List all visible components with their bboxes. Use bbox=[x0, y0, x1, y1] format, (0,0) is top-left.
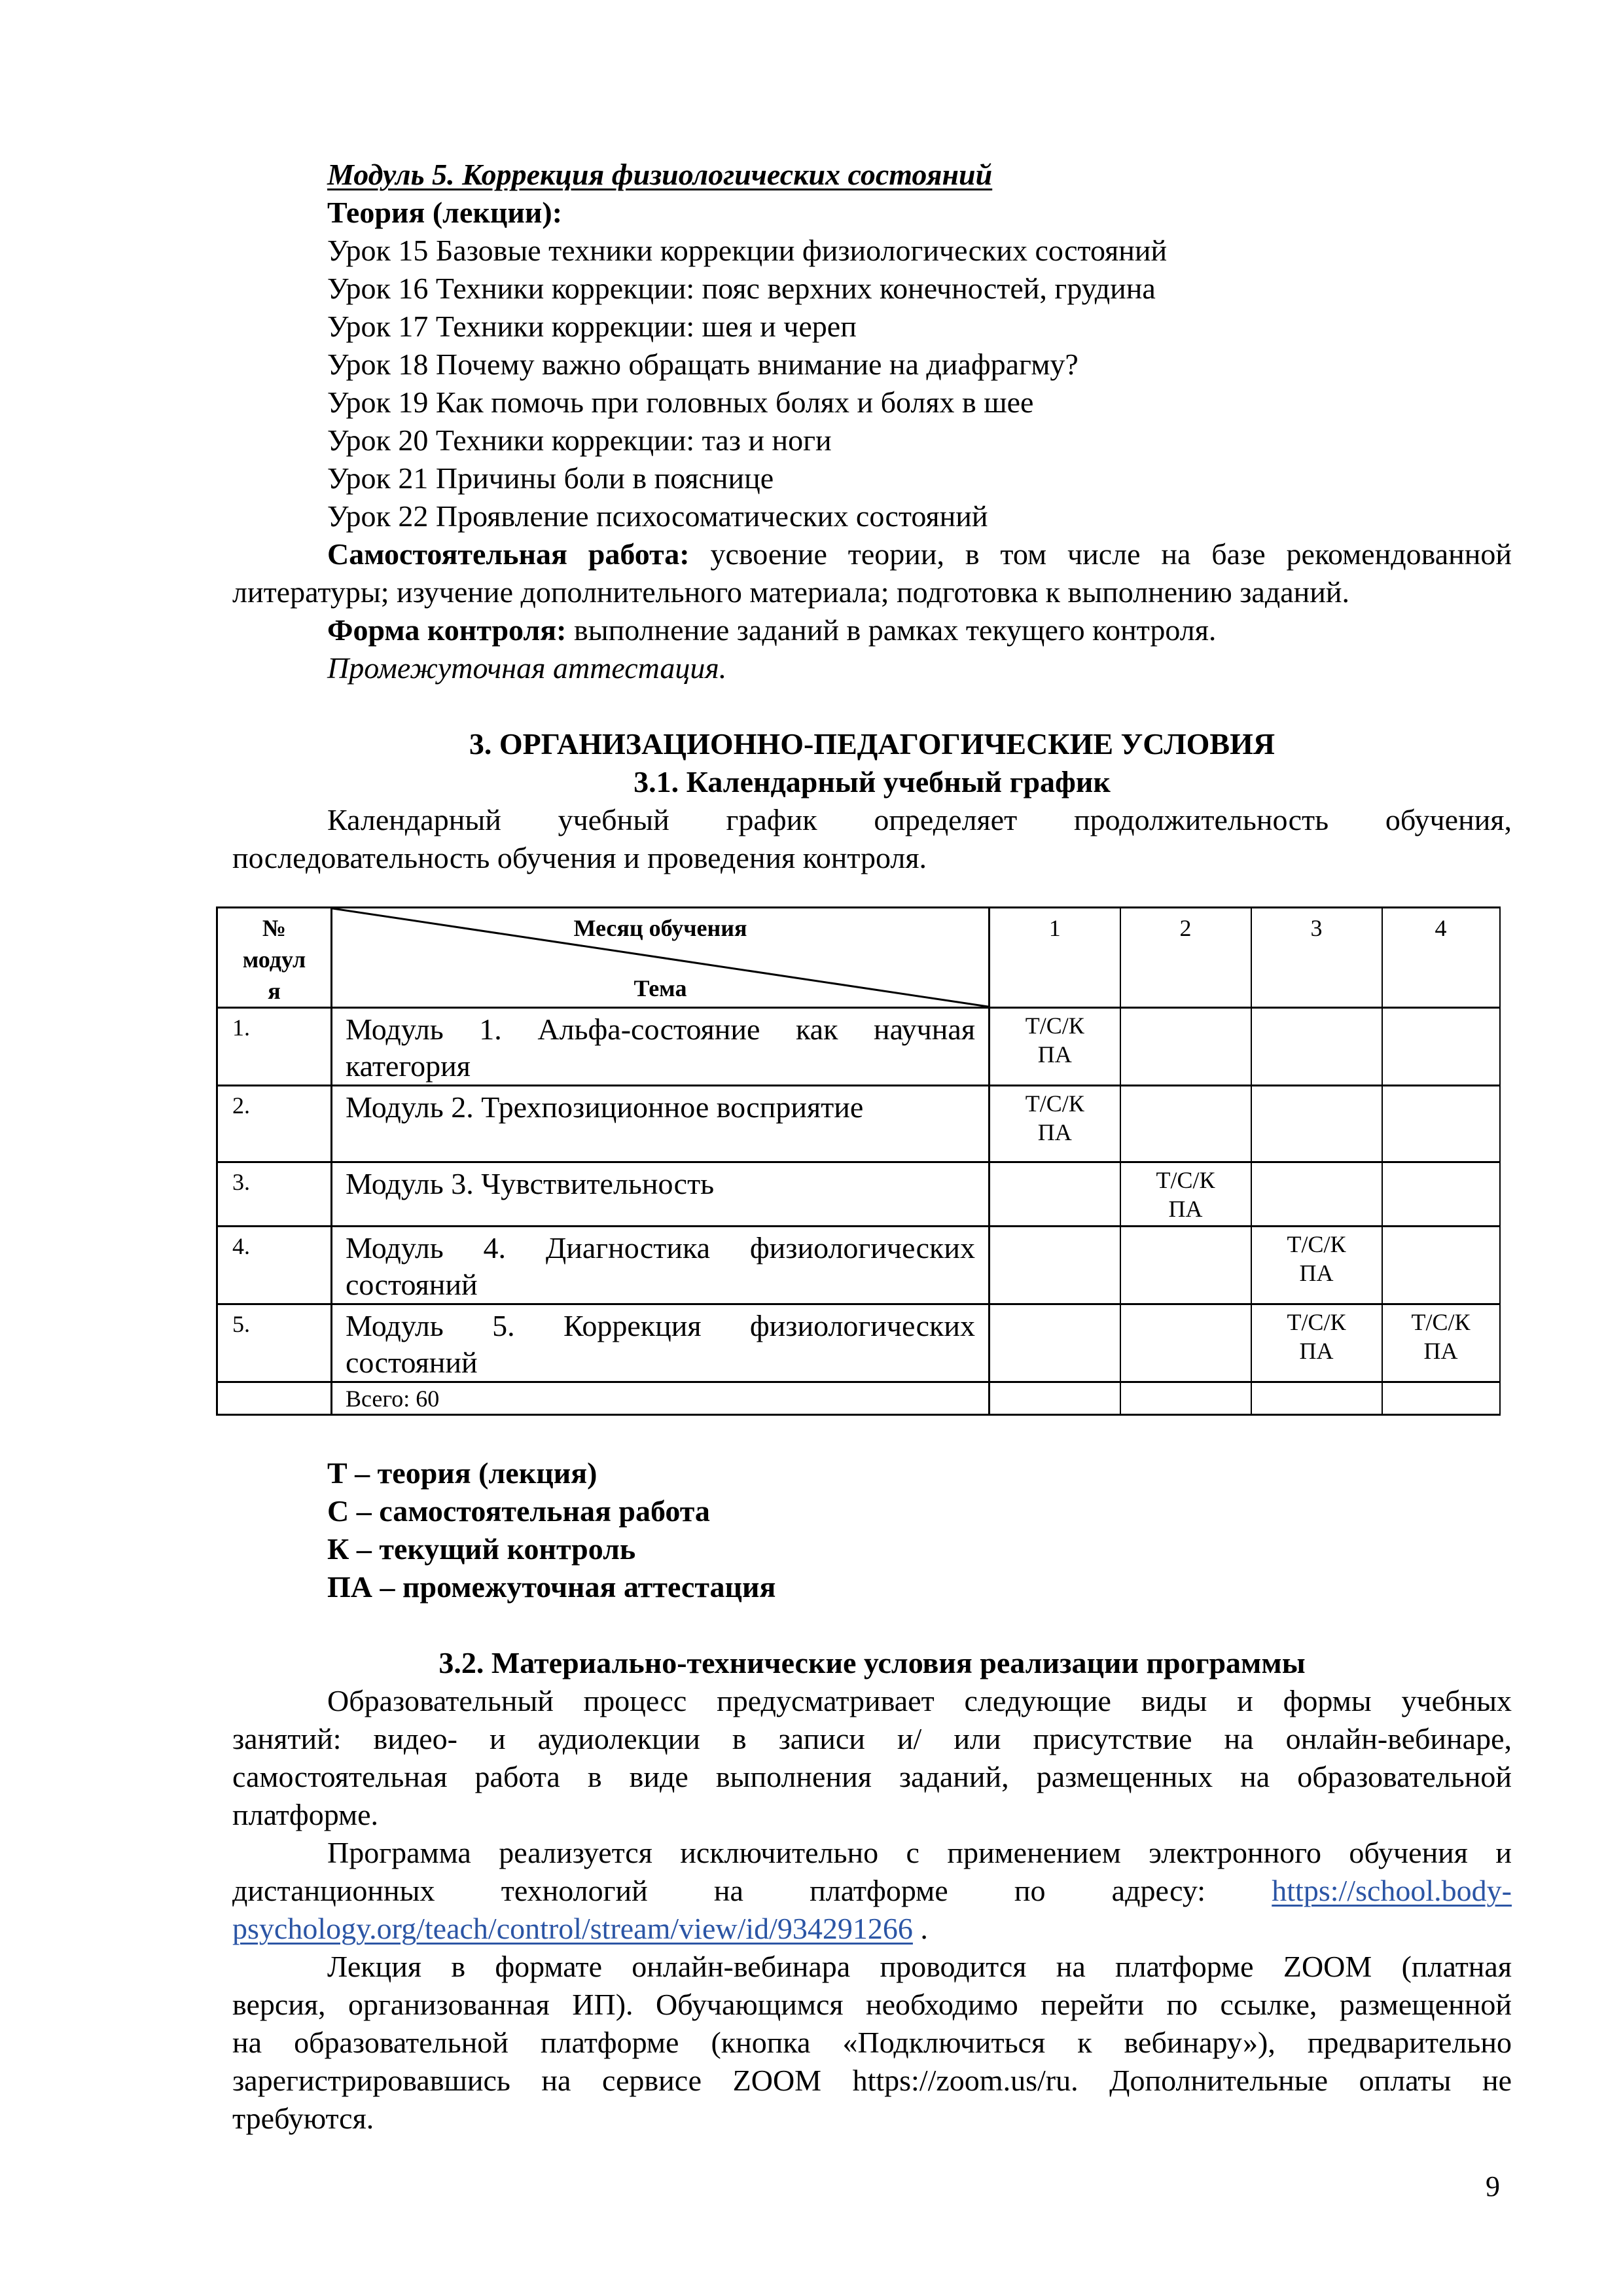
row-mark-month-2 bbox=[1120, 1162, 1251, 1227]
section32-p1-line1: Образовательный процесс предусматривает следующие виды и формы учебных bbox=[327, 1684, 1512, 1717]
section31-title: 3.1. Календарный учебный график bbox=[633, 765, 1111, 798]
header-month-3: 3 bbox=[1251, 908, 1382, 1008]
self-work-line1 bbox=[327, 535, 1512, 573]
control-label: Форма контроля: bbox=[327, 613, 567, 647]
self-work-text: усвоение теории, в том числе на базе рекомендованной bbox=[710, 537, 1512, 571]
section32-p3-line1: Лекция в формате онлайн-вебинара проводится на платформе ZOOM (платная bbox=[327, 1950, 1512, 1983]
row-mark-month-1 bbox=[990, 1086, 1120, 1162]
header-num-word-part2: я bbox=[268, 978, 281, 1004]
table-row bbox=[217, 1227, 1500, 1304]
legend-t: Т – теория (лекция) bbox=[327, 1456, 597, 1490]
row-mark-month-4 bbox=[1382, 1304, 1500, 1382]
mark-line1: Т/С/К bbox=[1411, 1309, 1471, 1335]
section3-intro-line1: Календарный учебный график определяет продолжительность обучения, bbox=[327, 803, 1512, 836]
page-number: 9 bbox=[1486, 2170, 1500, 2202]
section32-p2-line2 bbox=[232, 1872, 1512, 1910]
row-mark-month-1 bbox=[990, 1304, 1120, 1382]
mark-line2: ПА bbox=[1299, 1260, 1334, 1286]
total-month-1 bbox=[990, 1382, 1120, 1415]
mark-line2: ПА bbox=[1423, 1338, 1458, 1364]
mark-line2: ПА bbox=[1037, 1119, 1072, 1145]
control-text: выполнение заданий в рамках текущего контроля. bbox=[573, 613, 1217, 647]
legend-k: К – текущий контроль bbox=[327, 1532, 636, 1566]
row-mark-month-1 bbox=[990, 1162, 1120, 1227]
legend-pa: ПА – промежуточная аттестация bbox=[327, 1570, 776, 1604]
mark-line2: ПА bbox=[1168, 1196, 1203, 1222]
table-header-row bbox=[217, 908, 1500, 1008]
mark-line1: Т/С/К bbox=[1287, 1231, 1346, 1257]
row-mark-month-4 bbox=[1382, 1227, 1500, 1304]
mark-line1: Т/С/К bbox=[1156, 1167, 1215, 1193]
header-month-1: 1 bbox=[990, 908, 1120, 1008]
lesson-17: Урок 17 Техники коррекции: шея и череп bbox=[327, 310, 857, 343]
row-topic: Модуль 2. Трехпозиционное восприятие bbox=[332, 1086, 990, 1162]
row-topic: Модуль 1. Альфа-состояние как научная категория bbox=[332, 1008, 990, 1086]
row-mark-month-1 bbox=[990, 1227, 1120, 1304]
self-work-line2: литературы; изучение дополнительного материала; подготовка к выполнению заданий. bbox=[232, 575, 1349, 609]
row-topic: Модуль 5. Коррекция физиологических состояний bbox=[332, 1304, 990, 1382]
lesson-18: Урок 18 Почему важно обращать внимание на диафрагму? bbox=[327, 348, 1079, 381]
header-month-2: 2 bbox=[1120, 908, 1251, 1008]
row-mark-month-4 bbox=[1382, 1008, 1500, 1086]
row-mark-month-3 bbox=[1251, 1304, 1382, 1382]
section32-title: 3.2. Материально-технические условия реализации программы bbox=[438, 1646, 1306, 1679]
lesson-16: Урок 16 Техники коррекции: пояс верхних конечностей, грудина bbox=[327, 272, 1156, 305]
row-mark-month-4 bbox=[1382, 1086, 1500, 1162]
row-mark-month-3 bbox=[1251, 1086, 1382, 1162]
header-month-label: Месяц обучения bbox=[573, 915, 747, 941]
section3-intro-line2: последовательность обучения и проведения контроля. bbox=[232, 841, 927, 874]
row-number: 1. bbox=[217, 1008, 332, 1086]
section32-p3-line4: зарегистрировавшись на сервисе ZOOM https://zoom.us/ru. Дополнительные оплаты не bbox=[232, 2064, 1512, 2097]
row-number: 3. bbox=[217, 1162, 332, 1227]
mark-line2: ПА bbox=[1037, 1041, 1072, 1067]
header-month-4: 4 bbox=[1382, 908, 1500, 1008]
table-row bbox=[217, 1086, 1500, 1162]
section32-p2-text: дистанционных технологий на платформе по адресу: bbox=[232, 1874, 1206, 1907]
lesson-21: Урок 21 Причины боли в пояснице bbox=[327, 461, 774, 495]
row-mark-month-2 bbox=[1120, 1008, 1251, 1086]
header-num-symbol: № bbox=[262, 915, 287, 941]
table-row bbox=[217, 1304, 1500, 1382]
total-number-cell bbox=[217, 1382, 332, 1415]
section32-p3-line2: версия, организованная ИП). Обучающимся необходимо перейти по ссылке, размещенной bbox=[232, 1988, 1512, 2021]
calendar-schedule-table bbox=[216, 906, 1501, 1416]
header-module-number bbox=[217, 908, 332, 1008]
module5-title: Модуль 5. Коррекция физиологических состояний bbox=[327, 158, 993, 191]
table-total-row bbox=[217, 1382, 1500, 1415]
lesson-20: Урок 20 Техники коррекции: таз и ноги bbox=[327, 423, 832, 457]
total-month-3 bbox=[1251, 1382, 1382, 1415]
section32-p2-tail: . bbox=[912, 1912, 928, 1945]
platform-link-part1[interactable]: https://school.body- bbox=[1272, 1874, 1512, 1907]
section32-p1-line3: самостоятельная работа в виде выполнения заданий, размещенных на образовательной bbox=[232, 1760, 1512, 1793]
total-month-2 bbox=[1120, 1382, 1251, 1415]
row-mark-month-2 bbox=[1120, 1227, 1251, 1304]
mark-line1: Т/С/К bbox=[1025, 1090, 1084, 1117]
platform-link-part2[interactable]: psychology.org/teach/control/stream/view/id/934291266 bbox=[232, 1912, 913, 1945]
row-mark-month-2 bbox=[1120, 1086, 1251, 1162]
row-number: 5. bbox=[217, 1304, 332, 1382]
section32-p1-line4: платформе. bbox=[232, 1798, 379, 1831]
table-row bbox=[217, 1162, 1500, 1227]
section32-p3-line3: на образовательной платформе (кнопка «Подключиться к вебинару»), предварительно bbox=[232, 2026, 1512, 2059]
mark-line1: Т/С/К bbox=[1025, 1013, 1084, 1039]
total-month-4 bbox=[1382, 1382, 1500, 1415]
row-topic: Модуль 3. Чувствительность bbox=[332, 1162, 990, 1227]
row-topic: Модуль 4. Диагностика физиологических состояний bbox=[332, 1227, 990, 1304]
lesson-15: Урок 15 Базовые техники коррекции физиологических состояний bbox=[327, 234, 1168, 267]
row-mark-month-3 bbox=[1251, 1008, 1382, 1086]
self-work-label: Самостоятельная работа: bbox=[327, 537, 690, 571]
section32-p2-line3 bbox=[232, 1910, 928, 1948]
total-label: Всего: 60 bbox=[332, 1382, 990, 1415]
control-line bbox=[327, 611, 1216, 649]
header-diagonal-cell bbox=[332, 908, 990, 1008]
section32-p3-line5: требуются. bbox=[232, 2102, 374, 2135]
header-topic-label: Тема bbox=[633, 975, 687, 1001]
attestation-text: Промежуточная аттестация. bbox=[327, 651, 727, 685]
row-mark-month-3 bbox=[1251, 1162, 1382, 1227]
row-number: 2. bbox=[217, 1086, 332, 1162]
theory-label: Теория (лекции): bbox=[327, 196, 563, 229]
lesson-22: Урок 22 Проявление психосоматических состояний bbox=[327, 499, 988, 533]
legend-c: С – самостоятельная работа bbox=[327, 1494, 710, 1528]
header-num-word-part1: модул bbox=[242, 946, 306, 973]
section3-title: 3. ОРГАНИЗАЦИОННО-ПЕДАГОГИЧЕСКИЕ УСЛОВИЯ bbox=[469, 727, 1275, 761]
row-mark-month-1 bbox=[990, 1008, 1120, 1086]
section32-p1-line2: занятий: видео- и аудиолекции в записи и/ или присутствие на онлайн-вебинаре, bbox=[232, 1722, 1512, 1755]
lesson-19: Урок 19 Как помочь при головных болях и болях в шее bbox=[327, 386, 1034, 419]
row-mark-month-3 bbox=[1251, 1227, 1382, 1304]
row-number: 4. bbox=[217, 1227, 332, 1304]
row-mark-month-4 bbox=[1382, 1162, 1500, 1227]
mark-line1: Т/С/К bbox=[1287, 1309, 1346, 1335]
mark-line2: ПА bbox=[1299, 1338, 1334, 1364]
row-mark-month-2 bbox=[1120, 1304, 1251, 1382]
table-row bbox=[217, 1008, 1500, 1086]
section32-p2-line1: Программа реализуется исключительно с применением электронного обучения и bbox=[327, 1836, 1512, 1869]
